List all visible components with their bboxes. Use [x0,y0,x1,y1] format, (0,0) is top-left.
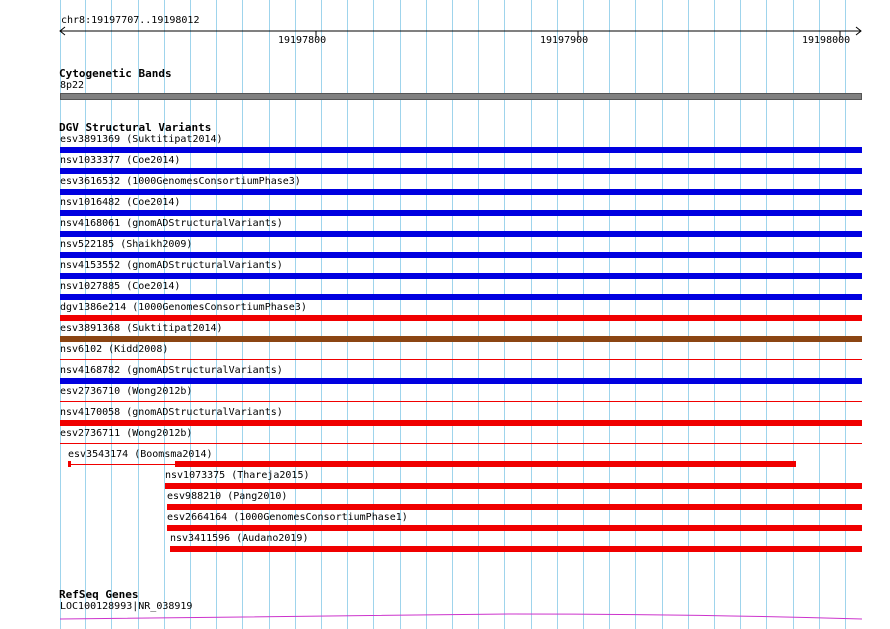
dgv-feature-bar[interactable] [60,336,862,342]
cytoband-label: 8p22 [60,80,85,91]
dgv-feature-bar[interactable] [60,401,862,402]
dgv-feature-label: esv2736710 (Wong2012b) [60,386,193,397]
scale-ruler [58,25,864,41]
dgv-feature-bar[interactable] [60,168,862,174]
dgv-feature-label: nsv3411596 (Audano2019) [170,533,309,544]
dgv-feature-bar[interactable] [60,231,862,237]
dgv-feature-label: nsv1027885 (Coe2014) [60,281,181,292]
dgv-feature-label: esv2736711 (Wong2012b) [60,428,193,439]
track-title-cytobands[interactable]: Cytogenetic Bands [59,67,172,80]
track-title-refseq[interactable]: RefSeq Genes [59,588,139,601]
dgv-feature-label: nsv522185 (Shaikh2009) [60,239,193,250]
dgv-feature-label: nsv4168782 (gnomADStructuralVariants) [60,365,283,376]
dgv-feature-bar[interactable] [60,420,862,426]
dgv-feature-bar[interactable] [167,525,862,531]
dgv-feature-bar[interactable] [60,189,862,195]
dgv-feature-bar[interactable] [60,294,862,300]
dgv-feature-bar[interactable] [60,359,862,360]
refseq-feature-line[interactable] [60,608,862,622]
refseq-feature-label: LOC100128993|NR_038919 [60,601,193,612]
dgv-feature-label: esv2664164 (1000GenomesConsortiumPhase1) [167,512,408,523]
dgv-feature-label: esv3543174 (Boomsma2014) [68,449,213,460]
dgv-feature-bar[interactable] [60,315,862,321]
ruler-tick-label: 19197900 [540,35,589,46]
dgv-feature-bar[interactable] [170,546,862,552]
dgv-feature-label: nsv1073375 (Thareja2015) [165,470,310,481]
dgv-feature-label: nsv1033377 (Coe2014) [60,155,181,166]
dgv-feature-label: nsv1016482 (Coe2014) [60,197,181,208]
dgv-feature-label: esv988210 (Pang2010) [167,491,288,502]
ruler-tick-label: 19197800 [278,35,327,46]
dgv-feature-label: nsv4170058 (gnomADStructuralVariants) [60,407,283,418]
dgv-feature-bar[interactable] [60,378,862,384]
cytoband-bar[interactable] [60,93,862,100]
dgv-feature-label: nsv6102 (Kidd2008) [60,344,169,355]
dgv-feature-label: esv3891369 (Suktitipat2014) [60,134,223,145]
dgv-feature-bar[interactable] [60,443,862,444]
dgv-feature-bar[interactable] [165,483,862,489]
dgv-feature-bar[interactable] [60,273,862,279]
dgv-feature-label: esv3891368 (Suktitipat2014) [60,323,223,334]
dgv-feature-bar[interactable] [167,504,862,510]
track-title-dgv[interactable]: DGV Structural Variants [59,121,212,134]
dgv-feature-label: nsv4168061 (gnomADStructuralVariants) [60,218,283,229]
dgv-feature-label: esv3616532 (1000GenomesConsortiumPhase3) [60,176,301,187]
dgv-feature-bar[interactable] [175,461,796,467]
dgv-feature-bar[interactable] [60,252,862,258]
dgv-feature-label: dgv1386e214 (1000GenomesConsortiumPhase3) [60,302,307,313]
dgv-feature-bar[interactable] [60,147,862,153]
ruler-tick-label: 19198000 [802,35,851,46]
dgv-feature-label: nsv4153552 (gnomADStructuralVariants) [60,260,283,271]
location-label: chr8:19197707..19198012 [61,15,200,26]
dgv-feature-bar[interactable] [60,210,862,216]
